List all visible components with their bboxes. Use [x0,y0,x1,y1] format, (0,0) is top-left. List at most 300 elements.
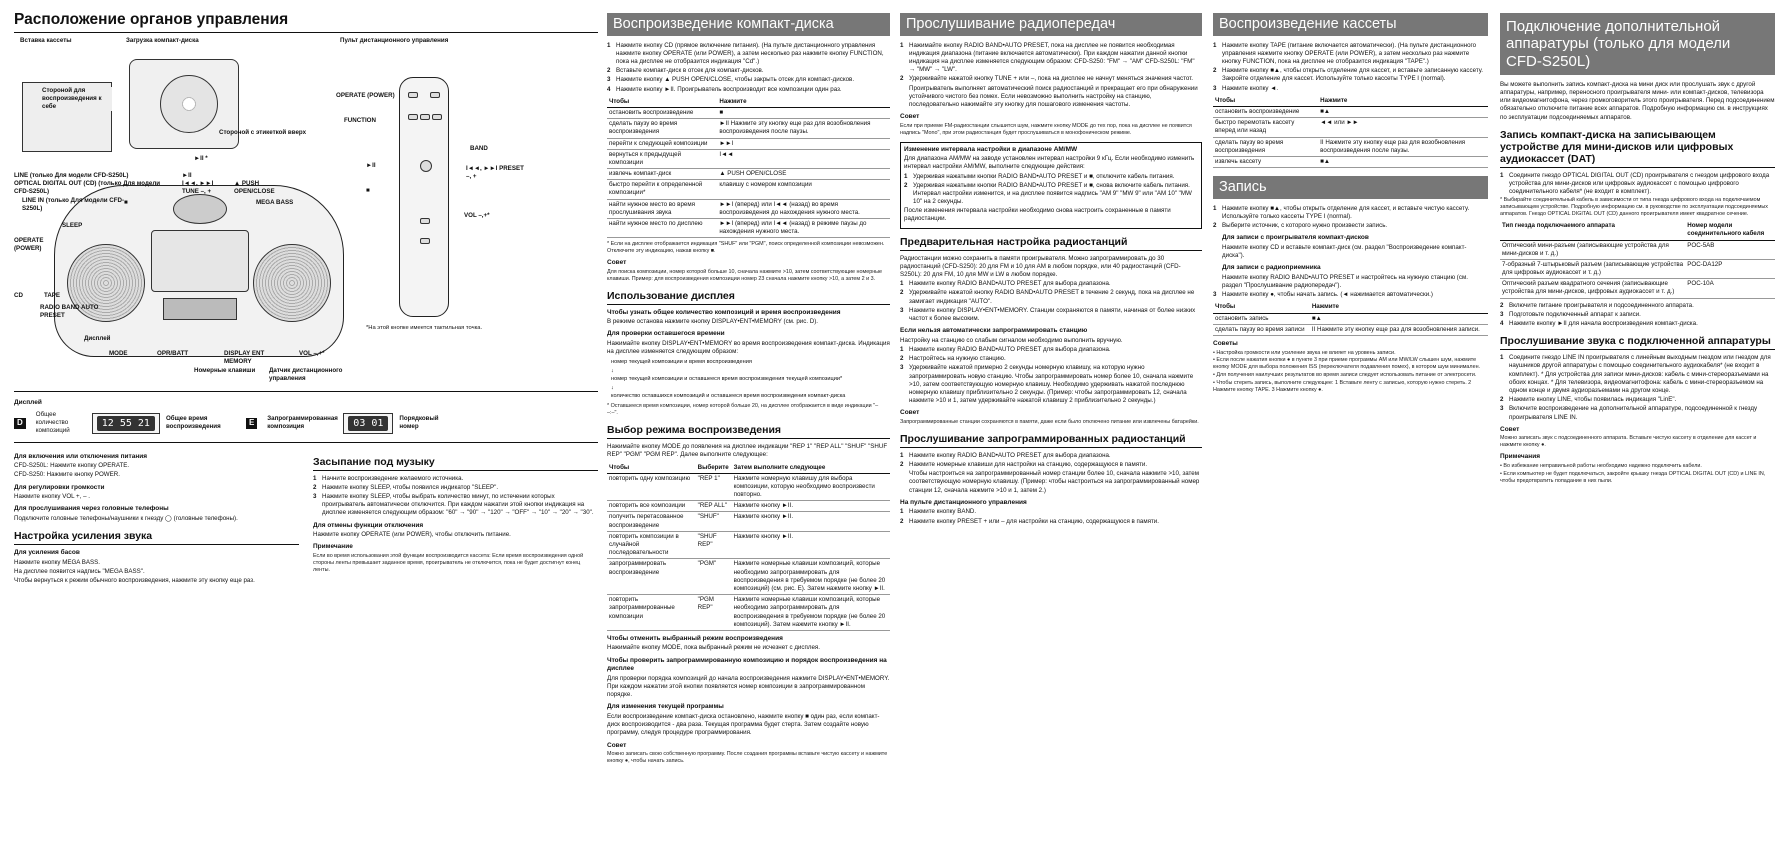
table-header: Нажмите [1310,302,1488,313]
check-text: Для проверки порядка композиций до начала воспроизведения нажмите DISPLAY•ENT•MEMORY. При каждом нажатии этой кнопки появляется номер композиции в запрограммированном порядке. [607,674,890,699]
table-cell: повторить все композиции [607,501,696,512]
table-cell: ►II Нажмите эту кнопку еще раз для возобновления воспроизведения после паузы. [717,119,890,138]
record-tip: • Настройка громкости или усиление звука не влияет на уровень записи. [1213,349,1396,356]
table-row [607,595,890,631]
power-l1: CFD-S250L: Нажмите кнопку OPERATE. [14,462,130,470]
table-header: Чтобы [607,463,696,474]
manual-head: Если нельзя автоматически запрограммировать станцию [900,327,1088,335]
table-cell: извлечь компакт-диск [607,169,717,180]
table-row [607,501,890,512]
list-item [1213,67,1488,83]
linein-label: LINE IN (только Для модели CFD-S250L) [22,197,125,213]
bass-l2: На дисплее появится надпись "MEGA BASS". [14,567,145,575]
connect-notes-head: Примечания [1500,453,1541,461]
step-num: 2 [313,483,317,491]
table-cell: Нажмите номерные клавиши композиций, которые необходимо запрограммировать для воспроизведения в требуемом порядке (не более 20 композиций) (см. рис. E). Затем нажмите кнопку ►II. [732,559,890,595]
step-num: 2 [1213,67,1217,75]
table-cell: повторить запрограммированные композиции [607,595,696,631]
table-row [607,169,890,180]
stop-label: ■ [124,199,128,207]
table-cell: "REP ALL" [696,501,732,512]
manual-text: Настройку на станцию со слабым сигналом необходимо выполнить вручную. [900,336,1123,344]
preset-steps [900,280,1202,323]
step-text: Подготовьте подключенный аппарат к записи. [1509,310,1641,318]
table-cell: сделать паузу во время воспроизведения [607,119,717,138]
megabass-label: MEGA BASS [256,199,294,207]
operate-label: OPERATE (POWER) [14,237,44,253]
remote-title: Пульт дистанционного управления [340,37,449,45]
table-header: Нажмите [717,97,890,108]
list-item [900,75,1202,83]
list-item [607,76,890,84]
step-num: 3 [900,306,904,314]
step-text: Начните воспроизведение желаемого источника. [322,474,464,482]
step-text: Нажмите кнопку CD (прямое включение питания). (На пульте дистанционного управления нажмите кнопку OPERATE (или POWER), а затем несколько раз нажмите кнопку FUNCTION, пока на дисплее не отобразится индикация "Cd".) [616,41,884,66]
push-label: ▲ PUSH OPEN/CLOSE [234,180,275,196]
table-row [607,559,890,595]
table-row [607,473,890,501]
step-text: Нажмите кнопку ■▲, чтобы открыть отделение для кассет, и вставьте записанную кассету. Закройте отделение для кассет. Используйте только кассеты TYPE I (normal). [1222,67,1483,83]
table-cell: повторить одну композицию [607,473,696,501]
remain-head: Для проверки оставшегося времени [607,330,725,338]
bass-head: Для усиления басов [14,549,80,557]
step-num: 1 [1213,204,1217,212]
step-num: 4 [607,85,611,93]
remote-button-icon [408,92,418,98]
record-tip: • Чтобы стереть запись, выполните следующее: 1 Вставьте ленту с записью, которую нужно стереть. 2 Нажмите кнопку TAPE. 3 Нажмите кнопку ●. [1213,380,1472,394]
column-controls [14,10,598,838]
column-tape [1213,10,1488,838]
table-cell: остановить воспроизведение [607,107,717,118]
cd-ops-table [607,97,890,239]
cassette-side-label: Стороной для воспроизведения к себе [42,87,112,110]
remote-play-icon [420,160,432,172]
connect-tip-head: Совет [1500,425,1520,433]
table-cell: ■▲ [1310,313,1488,324]
cd-steps [607,42,890,94]
record-tip: • Для получения наилучших результатов во время записи следует использовать питание от электросети. [1213,372,1477,379]
table-row [1500,259,1775,278]
table-cell: Нажмите номерную клавишу для выбора композиции, которую необходимо воспроизвести повторно. [732,473,890,501]
step-text: Соедините гнездо OPTICAL DIGITAL OUT (CD) проигрывателя с гнездом цифрового входа устройства для мини-дисков или цифровых аудиокассет с помощью цифрового соединительного кабеля* (не входит в комплект). [1509,171,1770,196]
step-num: 2 [900,75,904,83]
display-section [14,391,598,442]
sensor-label: Датчик дистанционного управления [269,367,343,383]
table-row [607,199,890,218]
cd-disc-icon [160,75,218,133]
list-item [900,307,1202,323]
flow-note: * Оставшееся время композиции, номер которой больше 20, на дисплее отображается в виде индикации "– –:–". [607,403,879,417]
am-interval-box [900,142,1202,229]
play-b-label: ►II [182,172,192,180]
tape-steps [1213,42,1488,93]
list-item [900,280,1202,288]
step-text: Нажмите кнопку RADIO BAND•AUTO PRESET для выбора диапазона. [909,345,1111,353]
step-num: 3 [1500,405,1504,413]
tape-button-label: TAPE [44,292,61,300]
connect-tip-text: Можно записать звук с подсоединенного аппарата. Вставьте чистую кассету в отделение для кассет и нажмите кнопку ●. [1500,435,1757,449]
oprbatt-label: OPR/BATT [157,350,189,358]
table-row [607,531,890,559]
display-section-title: Дисплей [14,399,42,407]
remote-function-label: FUNCTION [344,117,376,125]
step-num: 1 [1213,41,1217,49]
table-cell: Нажмите кнопку ►II. [732,531,890,559]
list-item [1500,311,1775,319]
tape-table [1213,96,1488,168]
step-text: Удерживайте нажатой кнопку TUNE + или –, пока на дисплее не начнут меняться значения частот. [909,75,1194,83]
listen-title: Прослушивание запрограммированных радиостанций [900,433,1202,448]
table-row [607,219,890,238]
step-num: 3 [900,364,904,372]
remote-vol-label: VOL –,+* [464,212,490,220]
table-row [1500,240,1775,259]
cd-side-label: Стороной с этикеткой вверх [219,129,307,137]
cd-tip2-text: Можно записать свою собственную программу. После создания программы вставьте чистую кассету и нажмите кнопку ●, чтобы начать запись. [607,751,888,765]
list-item [900,346,1202,354]
sleep-note-head: Примечание [313,543,353,551]
md-note: * Выбирайте соединительный кабель в зависимости от типа гнезда цифрового входа на подключаемом записывающем устройстве. Подробную информацию см. в руководстве по эксплуатации подсоединяемых аппаратов. Гнездо OPTICAL DIGITAL OUT (CD) данного проигрывателя имеет квадратное сечение. [1500,197,1768,218]
table-header: Чтобы [1213,96,1318,107]
check-head: Чтобы проверить запрограммированную композицию и порядок воспроизведения на дисплее [607,656,887,673]
table-header: Нажмите [1318,96,1488,107]
step-num: 2 [900,461,904,469]
list-item [900,518,1202,526]
step-num: 1 [900,41,904,49]
radio-tip-head: Совет [900,113,920,121]
list-item [313,484,598,492]
fig-d-left: Общее количество композиций [35,411,70,435]
cassette-label: Вставка кассеты [20,37,72,45]
md-step1 [1500,172,1775,197]
remote-play-label: ►II [366,162,376,170]
bass-title: Настройка усиления звука [14,530,299,545]
list-item [900,461,1202,469]
table-cell: клавишу с номером композиции [717,180,890,199]
table-cell: получить перетасованное воспроизведение [607,512,696,531]
step-text: Включите воспроизведение на дополнительной аппаратуре, подсоединенной к гнезду проигрывателя LINE IN. [1509,405,1758,421]
cable-table [1500,221,1775,299]
list-item [1213,222,1488,230]
phones-text: Подключите головные телефоны/наушники к гнезду ◯ (головные телефоны). [14,514,238,522]
step-num: 1 [1500,171,1504,179]
sleep-title: Засыпание под музыку [313,456,598,471]
list-item [1500,320,1775,328]
table-cell: Нажмите номерные клавиши композиций, которые необходимо запрограммировать для воспроизведения в требуемом порядке (не более 20 композиций). Затем нажмите кнопку ►II. [732,595,890,631]
display-icon [163,298,237,320]
line-title: Прослушивание звука с подключенной аппаратуры [1500,335,1775,350]
step-text: Удерживая нажатыми кнопки RADIO BAND•AUTO PRESET и ■, отключите кабель питания. [913,172,1175,180]
step-text: Нажмите кнопку RADIO BAND•AUTO PRESET для выбора диапазона. [909,280,1111,288]
sleep-off-text: Нажмите кнопку OPERATE (или POWER), чтобы отключить питание. [313,531,511,539]
sleep-steps [313,475,598,518]
tune-label: I◄◄, ►►I TUNE –, + [182,180,214,196]
controls-title: Расположение органов управления [14,10,598,33]
numkeys-label: Номерные клавиши [194,367,256,375]
list-item [904,173,1198,181]
table-header: Выберите [696,463,732,474]
step-num: 2 [1500,396,1504,404]
table-header: Чтобы [607,97,717,108]
fig-d-lcd-value: 12 55 21 [97,416,155,431]
step-num: 1 [1500,354,1504,362]
table-cell: ►►I (вперед) или I◄◄ (назад) в режиме паузы до нахождения нужного места. [717,219,890,238]
step-text: Нажмите кнопку ■▲, чтобы открыть отделение для кассет, и вставьте чистую кассету. Используйте только кассеты TYPE I (normal). [1222,204,1470,220]
display-label: Дисплей [84,335,111,343]
remote-button-icon [408,114,418,120]
table-header: Тип гнезда подключаемого аппарата [1500,221,1685,240]
flow-arrow-icon: ↓ [611,384,614,391]
record-step3 [1213,291,1488,299]
step-num: 1 [900,451,904,459]
table-cell: POC-10A [1685,279,1775,298]
cd-tip-head: Совет [607,259,627,267]
table-row [607,149,890,168]
table-cell: ■ [717,107,890,118]
remote-button-icon [420,238,430,244]
table-cell: запрограммировать воспроизведение [607,559,696,595]
step-text: Нажмите кнопку ►II. Проигрыватель воспроизводит все композиции один раз. [616,85,842,93]
remote-steps [900,508,1202,525]
list-item [900,364,1202,405]
connect-note: • Во избежание неправильной работы необходимо надежно подключить кабели. [1500,462,1702,469]
step-text: Соедините гнездо LINE IN проигрывателя с линейным выходным гнездом или гнездом для наушников другой аппаратуры с помощью соединительного аудиокабеля* (не входит в комплект). * Для устройства для записи мини-дисков: кабель с мини-стереоразъемами на обоих концах. * Для телевизора, видеомагнитофона: кабель с мини-стереоразъемом на одном конце и двумя аудиоразъемами на другом конце. [1509,354,1771,395]
record-table [1213,302,1488,336]
sleep-off-head: Для отмены функции отключения [313,521,424,529]
connect-note: • Если компьютер не будет подключаться, закройте крышку гнезда OPTICAL DIGITAL OUT (CD) и LINE IN, чтобы предотвратить попадание в них пыли. [1500,470,1766,484]
table-header: Чтобы [1213,302,1310,313]
remain-text: Нажимайте кнопку DISPLAY•ENT•MEMORY во время воспроизведения компакт-диска. Индикация на дисплее изменяется следующим образом: [607,340,890,356]
step-text: Нажмите кнопку ◄. [1222,84,1279,92]
cd-load-label: Загрузка компакт-диска [126,37,199,45]
record-tips-head: Советы [1213,340,1238,347]
dispent-label: DISPLAY ENT MEMORY [224,350,265,366]
controls-figure [14,37,598,387]
list-item [1500,302,1775,310]
step-num: 1 [313,474,317,482]
table-cell: быстро перейти к определенной композиции* [607,180,717,199]
flow-item: количество оставшихся композиций и оставшееся время воспроизведения компакт-диска [611,392,846,399]
table-cell: "SHUF REP" [696,531,732,559]
tactile-note: *На этой кнопке имеется тактильная точка. [366,325,483,332]
listen-text: Чтобы настроиться на запрограммированный номер станции более 10, сначала нажмите >10, затем соответствующую номерную клавишу. (Пример: чтобы настроиться на запрограммированный номер станции 12, сначала нажмите >10 и 1, затем 2.) [909,470,1200,494]
step-num: 3 [607,76,611,84]
tape-title: Воспроизведение кассеты [1213,13,1488,36]
line-label: LINE (только Для модели CFD-S250L) [14,172,129,180]
volume-head: Для регулировки громкости [14,483,105,491]
step-num: 2 [1213,222,1217,230]
table-cell: ◄◄ или ►► [1318,118,1488,137]
list-item [607,42,890,67]
table-row [1213,156,1488,167]
step-text: Нажмите кнопку SLEEP, чтобы появился индикатор "SLEEP". [322,483,499,491]
mode-label: MODE [109,350,128,358]
radioband-label: RADIO BAND AUTO PRESET [40,304,99,320]
step-text: Нажмите кнопку ►II для начала воспроизведения компакт-диска. [1509,320,1698,328]
list-item [900,452,1202,460]
preset-text: Радиостанции можно сохранить в памяти проигрывателя. Можно запрограммировать до 30 радиостанций (CFD-S250): 20 для FM и 10 для AM в любом порядке, или 40 радиостанций (CFD-S250L): 20 для FM, 10 для MW и LW в любом порядке. [900,254,1181,279]
flow-item: номер текущей композиции и время воспроизведения [611,359,752,366]
step-num: 2 [900,517,904,525]
cd-tip2-head: Совет [607,741,627,749]
table-cell: ▲ PUSH OPEN/CLOSE [717,169,890,180]
list-item [904,182,1198,207]
sleep-label: SLEEP [62,222,83,230]
step-text: Нажмите кнопку DISPLAY•ENT•MEMORY. Станции сохраняются в памяти, начиная от более низких частот к более высоким. [909,306,1196,323]
table-header: Номер модели соединительного кабеля [1685,221,1775,240]
table-row [607,512,890,531]
fig-d-lcd [92,413,160,434]
table-row [607,119,890,138]
mode-text: Нажимайте кнопку MODE до появления на дисплее индикации "REP 1" "REP ALL" "SHUF" "SHUF REP" "PGM" "PGM REP". Далее выполните следующее: [607,443,888,459]
cancel-head: Чтобы отменить выбранный режим воспроизведения [607,634,783,642]
cancel-text: Нажимайте кнопку MODE, пока выбранный режим не исчезнет с дисплея. [607,644,820,652]
list-item [1213,291,1488,299]
step-num: 1 [900,345,904,353]
step-text: Нажмите кнопку BAND. [909,508,977,516]
fig-e-tag: E [246,418,257,429]
table-cell: POC-5AB [1685,240,1775,259]
table-cell: "REP 1" [696,473,732,501]
manual-tip-head: Совет [900,409,920,417]
step-num: 1 [904,172,908,180]
table-header: Затем выполните следующее [732,463,890,474]
step-num: 4 [1500,320,1504,328]
am-interval-text: Для диапазона AM/MW на заводе установлен интервал настройки 9 кГц. Если необходимо изменить интервал настройки AM/MW, выполните следующие действия: [904,155,1195,171]
record-title: Запись [1213,176,1488,199]
table-row [1213,313,1488,324]
step-text: Нажмите кнопку LINE, чтобы появилась индикация "LinE". [1509,396,1677,404]
table-row [607,180,890,199]
table-row [1213,106,1488,117]
list-item [900,508,1202,516]
am-interval-steps [904,173,1198,207]
table-cell: остановить воспроизведение [1213,106,1318,117]
step-text: Удерживайте нажатой кнопку RADIO BAND•AUTO PRESET в течение 2 секунд, пока на дисплее не замигает индикация "AUTO". [909,289,1195,305]
preset-title: Предварительная настройка радиостанций [900,236,1202,251]
fig-e-lcd-value: 03 01 [348,416,388,431]
record-tip: • Если после нажатия кнопки ● в пункте 3 при приеме программы AM или MW/LW слышен шум, нажмите кнопку MODE для выбора положения ISS (переключателя подавления помех), в котором шум минимален. [1213,357,1481,371]
table-cell: 7-образный 7-штырьковый разъем (записывающие устройства для цифровых аудиокассет и т. д.) [1500,259,1685,278]
step-num: 3 [1500,310,1504,318]
remote-button-icon [420,114,430,120]
table-row [607,138,890,149]
optical-label: OPTICAL DIGITAL OUT (CD) (только Для модели CFD-S250L) [14,180,161,196]
sleep-note-text: Если во время использования этой функции воспроизводится кассета: Если время воспроизведения одной стороны ленты превышает заданное время, проигрыватель не отключится, пока не будет достигнут конец ленты. [313,552,584,573]
table-cell: I◄◄ [717,149,890,168]
step-num: 2 [900,289,904,297]
volume-text: Нажмите кнопку VOL +, – . [14,493,90,501]
fig-d-tag: D [14,418,26,429]
step-num: 2 [1500,301,1504,309]
record-cd-text: Нажмите кнопку CD и вставьте компакт-диск (см. раздел "Воспроизведение компакт-диска"). [1222,243,1467,260]
step-text: Выберите источник, с которого нужно произвести запись. [1222,222,1388,230]
radio-tip-text: Если при приеме FM-радиостанции слышится шум, нажмите кнопку MODE до тех пор, пока на дисплее не появится надпись "Mono", при этом радиостанция будет прослушиваться в монофоническом режиме. [900,122,1192,136]
table-row [1213,324,1488,335]
column-connect [1500,10,1775,838]
table-row [1213,118,1488,137]
phones-head: Для прослушивания через головные телефоны [14,505,169,513]
list-item [1500,396,1775,404]
power-l2: CFD-S250: Нажмите кнопку POWER. [14,471,120,479]
list-item [1213,42,1488,67]
radio-auto-text: Проигрыватель выполняет автоматический поиск радиостанций и прекращает его при обнаружении устойчивого чистого без помех. Если невозможно выполнить настройку на станцию, последовательно нажимайте эту кнопку для пошагового изменения частоты. [909,84,1198,108]
mode-table [607,463,890,631]
table-cell: сделать паузу во время записи [1213,324,1310,335]
list-item [1500,354,1775,395]
table-cell: II Нажмите эту кнопку еще раз для возобновления записи. [1310,324,1488,335]
step-num: 3 [1213,84,1217,92]
step-text: Нажмите номерные клавиши для настройки на станцию, содержащуюся в памяти. [909,461,1148,469]
step-num: 2 [904,181,908,189]
step-text: Включите питание проигрывателя и подсоединенного аппарата. [1509,301,1694,309]
remote-band-label: BAND [470,145,488,153]
remote-button-icon [420,218,430,224]
cd-table-note: * Если на дисплее отображается индикация "SHUF" или "PGM", поиск определенной композиции невозможен. Отключите эту индикацию, нажав кнопку ■. [607,241,885,255]
record-radio-head: Для записи с радиоприемника [1222,264,1321,272]
step-text: Нажмите кнопку RADIO BAND•AUTO PRESET для выбора диапазона. [909,451,1111,459]
table-row [607,107,890,118]
table-cell: "SHUF" [696,512,732,531]
table-cell: повторить композиции в случайной последовательности [607,531,696,559]
step-text: Вставьте компакт-диск в отсек для компакт-дисков. [616,67,764,75]
remain-flow [607,359,890,400]
table-cell: сделать паузу во время воспроизведения [1213,137,1318,156]
record-radio-text: Нажмите кнопку RADIO BAND•AUTO PRESET и настройтесь на нужную станцию (см. раздел "Прослушивание радиопередач"). [1222,273,1468,290]
remote-head: На пульте дистанционного управления [900,498,1027,506]
step-num: 2 [900,355,904,363]
connect-intro: Вы можете выполнить запись компакт-диска на мини диск или прослушать звук с другой аппаратуры, например, переносного проигрывателя мини- или компакт-дисков, телевизора или видеомагнитофона, через громкоговоритель этого проигрывателя. Перед подсоединением обязательно отключите питание всех аппаратов. Подробную информацию см. в инструкциях по эксплуатации подсоединяемых аппаратов. [1500,80,1775,121]
table-cell: найти нужное место во время прослушивания звука [607,199,717,218]
step-num: 3 [313,493,317,501]
md-title: Запись компакт-диска на записывающем устройстве для мини-дисков или цифровых аудиокассет (DAT) [1500,129,1775,168]
column-radio [900,10,1202,838]
remote-illustration [399,77,449,317]
list-item [900,355,1202,363]
table-cell: быстро перемотать кассету вперед или назад [1213,118,1318,137]
md-steps [1500,302,1775,329]
column-cd-playback [607,10,890,838]
cd-tip-text: Для поиска композиции, номер которой больше 10, сначала нажмите >10, затем соответствующие номерные клавиши. Пример: для воспроизведения композиции номер 23 сначала нажмите кнопку >10, а затем 2 и 3. [607,268,883,282]
mode-title: Выбор режима воспроизведения [607,424,890,439]
fig-e-left: Запрограммированная композиция [267,415,338,431]
step-text: Нажмите кнопку SLEEP, чтобы выбрать количество минут, по истечении которых проигрыватель автоматически отключится. При каждом нажатии этой кнопки индикация на дисплее изменяется следующим образом: "60" → "90" → "120" → "OFF" → "10" → "20" → "30". [322,493,594,517]
table-cell: найти нужное место по дисплею [607,219,717,238]
manual-tip-text: Запрограммированные станции сохраняются в памяти, даже если было отключено питание или извлечены батарейки. [900,418,1199,425]
list-item [1213,85,1488,93]
change-head: Для изменения текущей программы [607,703,724,711]
list-item [1500,172,1775,197]
step-text: Нажмите кнопку ▲ PUSH OPEN/CLOSE, чтобы закрыть отсек для компакт-дисков. [616,76,855,84]
list-item [313,475,598,483]
table-cell: ■▲ [1318,156,1488,167]
table-cell: перейти к следующей композиции [607,138,717,149]
table-row [1500,279,1775,298]
step-num: 1 [900,508,904,516]
display-use-head: Чтобы узнать общее количество композиций и время воспроизведения [607,308,841,316]
am-interval-after: После изменения интервала настройки необходимо снова настроить сохраненные в памяти радиостанции. [904,207,1171,223]
speaker-right-icon [253,244,331,322]
table-cell: "PGM REP" [696,595,732,631]
step-text: Нажмите кнопку TAPE (питание включается автоматически). (На пульте дистанционного управления нажмите кнопку OPERATE (или POWER), а затем несколько раз нажмите кнопку FUNCTION, пока на дисплее не отобразится индикация "TAPE".) [1222,41,1477,66]
step-num: 1 [900,280,904,288]
record-cd-head: Для записи с проигрывателя компакт-дисков [1222,234,1369,242]
step-text: Нажмите кнопку ●, чтобы начать запись. (◄ нажимается автоматически.) [1222,291,1433,299]
step-text: Удерживая нажатыми кнопки RADIO BAND•AUTO PRESET и ■, снова включите кабель питания. Интервал настройки изменится, и на дисплее появится надпись "AM 9" "MW 9" или "AM 10" "MW 10" на 2 секунды. [913,181,1192,206]
table-cell: Нажмите кнопку ►II. [732,501,890,512]
play-label: ►II * [194,155,208,163]
table-cell: ■▲ [1318,106,1488,117]
